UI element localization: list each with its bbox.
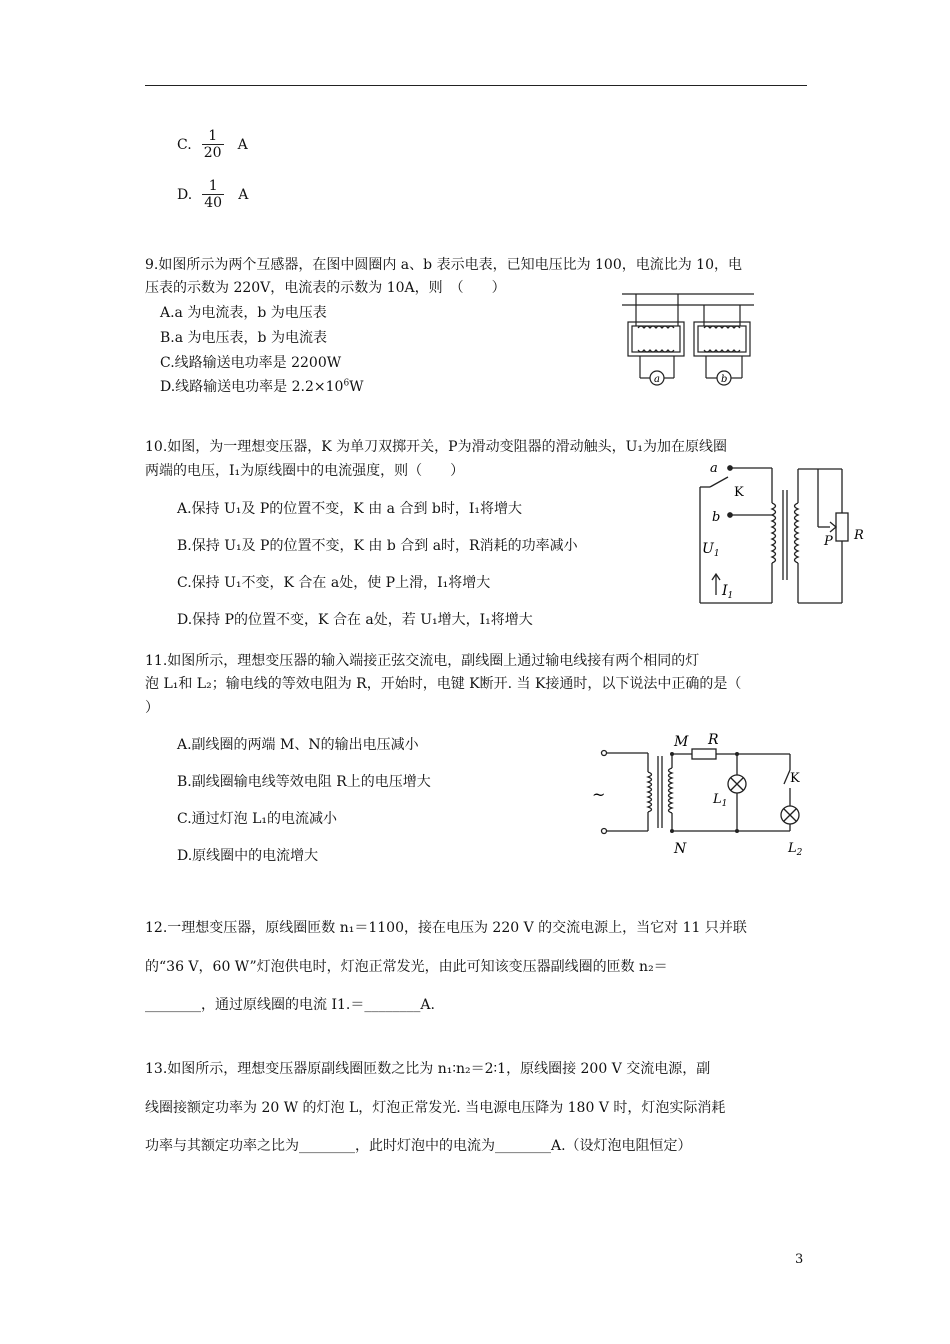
q10-label-i-sub: 1 bbox=[727, 591, 734, 601]
q12-line1: 12.一理想变压器，原线圈匝数 n₁＝1100，接在电压为 220 V 的交流电源上，当它对 11 只并联 bbox=[145, 920, 747, 936]
header-rule bbox=[145, 85, 807, 86]
q9-meter-a-label: a bbox=[654, 374, 660, 385]
q11-option-d: D.原线圈中的电流增大 bbox=[177, 848, 319, 864]
q10-terminal-b: b bbox=[712, 510, 721, 525]
q10-label-p: P bbox=[824, 534, 833, 549]
q11-label-n: N bbox=[674, 841, 687, 857]
q11-label-l1-text: L bbox=[713, 792, 722, 807]
q11-label-m: M bbox=[674, 734, 689, 750]
q13-line1: 13.如图所示，理想变压器原副线圈匝数之比为 n₁∶n₂＝2∶1，原线圈接 200 V 交流电源，副 bbox=[145, 1061, 711, 1077]
q12-line3: ________，通过原线圈的电流 I1.＝________A. bbox=[145, 997, 435, 1013]
q11-label-l1 bbox=[712, 792, 727, 809]
q10-terminal-a: a bbox=[710, 461, 718, 476]
q8-option-d-fraction bbox=[202, 178, 224, 211]
q9-option-d-exponent: 6 bbox=[343, 378, 350, 389]
q11-option-a: A.副线圈的两端 M、N的输出电压减小 bbox=[177, 737, 419, 753]
q11-stem-line3: ） bbox=[145, 700, 159, 716]
q9-option-d-text: D.线路输送电功率是 2.2×10 bbox=[160, 379, 344, 395]
q11-stem-line1: 11.如图所示，理想变压器的输入端接正弦交流电，副线圈上通过输电线接有两个相同的灯 bbox=[145, 653, 700, 669]
q11-label-l2-text: L bbox=[788, 841, 797, 856]
q11-circuit-figure bbox=[590, 728, 815, 858]
q9-option-d-unit: W bbox=[349, 379, 364, 395]
q8-option-c-fraction bbox=[202, 128, 224, 161]
q9-stem-line2: 压表的示数为 220V，电流表的示数为 10A，则 （ ） bbox=[145, 280, 506, 296]
q11-stem-line2: 泡 L₁和 L₂；输电线的等效电阻为 R，开始时，电键 K断开. 当 K接通时，以下说法中正确的是（ bbox=[145, 676, 742, 692]
q11-label-l2-sub: 2 bbox=[796, 848, 803, 858]
q9-option-d bbox=[160, 376, 364, 396]
q10-switch-k: K bbox=[734, 485, 744, 500]
q9-transformer-figure bbox=[618, 288, 758, 393]
q8-option-c bbox=[177, 128, 248, 161]
q8-option-d-label: D. bbox=[177, 186, 193, 203]
q8-option-c-numerator: 1 bbox=[208, 128, 218, 144]
q10-label-u-sub: 1 bbox=[713, 549, 720, 559]
q10-stem-line2: 两端的电压，I₁为原线圈中的电流强度，则（ ） bbox=[145, 463, 465, 479]
q8-option-c-denominator: 20 bbox=[203, 145, 222, 161]
q10-option-c: C.保持 U₁不变，K 合在 a处，使 P上滑，I₁将增大 bbox=[177, 575, 491, 591]
q10-label-i bbox=[721, 583, 733, 601]
page-number: 3 bbox=[795, 1252, 804, 1267]
q11-option-c: C.通过灯泡 L₁的电流减小 bbox=[177, 811, 338, 827]
q11-switch-k: K bbox=[790, 771, 800, 786]
q10-option-b: B.保持 U₁及 P的位置不变，K 由 b 合到 a时，R消耗的功率减小 bbox=[177, 538, 578, 554]
q8-option-c-unit: A bbox=[237, 136, 248, 153]
q10-transformer-figure bbox=[690, 455, 880, 610]
q8-option-d-denominator: 40 bbox=[204, 195, 223, 211]
q11-ac-source-symbol: ~ bbox=[592, 785, 606, 804]
q10-label-r: R bbox=[854, 528, 864, 543]
q10-label-u bbox=[702, 541, 720, 559]
q8-option-d bbox=[177, 178, 248, 211]
q8-option-d-numerator: 1 bbox=[208, 178, 218, 194]
q9-option-a: A.a 为电流表，b 为电压表 bbox=[160, 305, 327, 321]
q13-line3: 功率与其额定功率之比为________，此时灯泡中的电流为________A.（设灯泡电阻恒定） bbox=[145, 1138, 692, 1154]
q12-line2: 的“36 V，60 W”灯泡供电时，灯泡正常发光，由此可知该变压器副线圈的匝数 n₂＝ bbox=[145, 959, 668, 975]
q10-label-u-text: U bbox=[702, 541, 714, 557]
q11-label-r: R bbox=[708, 732, 719, 748]
q11-label-l1-sub: 1 bbox=[721, 799, 728, 809]
q11-label-l2 bbox=[787, 841, 803, 858]
q13-line2: 线圈接额定功率为 20 W 的灯泡 L，灯泡正常发光. 当电源电压降为 180 V 时，灯泡实际消耗 bbox=[145, 1100, 726, 1116]
q9-meter-b-label: b bbox=[721, 374, 728, 385]
q8-option-c-label: C. bbox=[177, 136, 192, 153]
q8-option-d-unit: A bbox=[238, 186, 249, 203]
q10-option-d: D.保持 P的位置不变，K 合在 a处，若 U₁增大，I₁将增大 bbox=[177, 612, 533, 628]
q10-stem-line1: 10.如图，为一理想变压器，K 为单刀双掷开关，P为滑动变阻器的滑动触头，U₁为加在原线圈 bbox=[145, 439, 728, 455]
q10-option-a: A.保持 U₁及 P的位置不变，K 由 a 合到 b时，I₁将增大 bbox=[177, 501, 523, 517]
q11-option-b: B.副线圈输电线等效电阻 R上的电压增大 bbox=[177, 774, 431, 790]
q9-option-b: B.a 为电压表，b 为电流表 bbox=[160, 330, 327, 346]
q9-option-c: C.线路输送电功率是 2200W bbox=[160, 355, 342, 371]
q9-stem-line1: 9.如图所示为两个互感器，在图中圆圈内 a、b 表示电表，已知电压比为 100，电流比为 10，电 bbox=[145, 257, 743, 273]
q10-label-i-text: I bbox=[722, 583, 728, 599]
